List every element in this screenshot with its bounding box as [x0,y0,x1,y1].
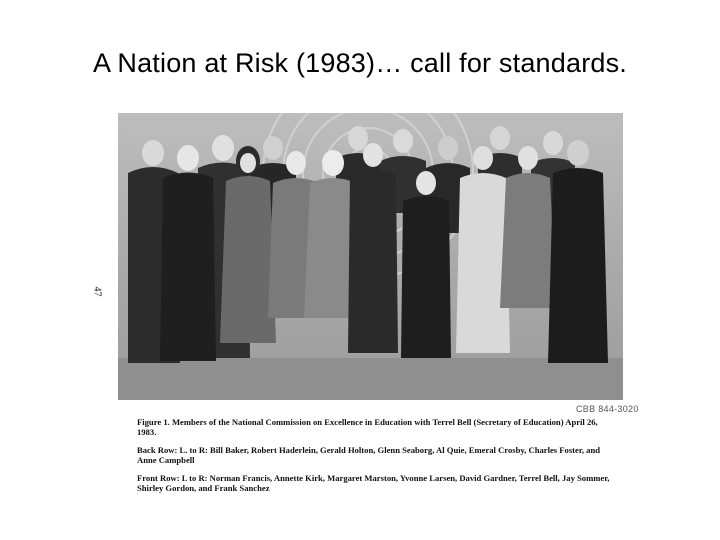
caption-front-row-label: Front Row: [137,472,180,483]
page-number: 47 [91,286,103,297]
slide-title: A Nation at Risk (1983)… call for standards. [92,48,628,78]
photo-stamp: CBB 844-3020 [576,404,639,414]
caption-figure-text: Members of the National Commission on Excellence in Education with Terrel Bell (Secretary of Education) April 26, 1983. [137,417,598,438]
caption-back-row-text: L. to R: Bill Baker, Robert Haderlein, Gerald Holton, Glenn Seaborg, Al Quie, Emeral Crosby, Charles Foster, and Anne Campbell [137,444,601,466]
caption-back-row-label: Back Row: [137,444,178,455]
figure-caption [137,417,617,500]
group-photograph [118,113,623,400]
caption-figure-label: Figure 1. [137,417,170,427]
caption-figure [137,417,617,438]
caption-front-row-text: L to R: Norman Francis, Annette Kirk, Margaret Marston, Yvonne Larsen, David Gardner, Terrel Bell, Jay Sommer, Shirley Gordon, and Frank Sanchez [137,472,610,494]
photo-illustration [118,113,623,400]
caption-back-row [137,445,617,466]
caption-front-row [137,473,617,494]
